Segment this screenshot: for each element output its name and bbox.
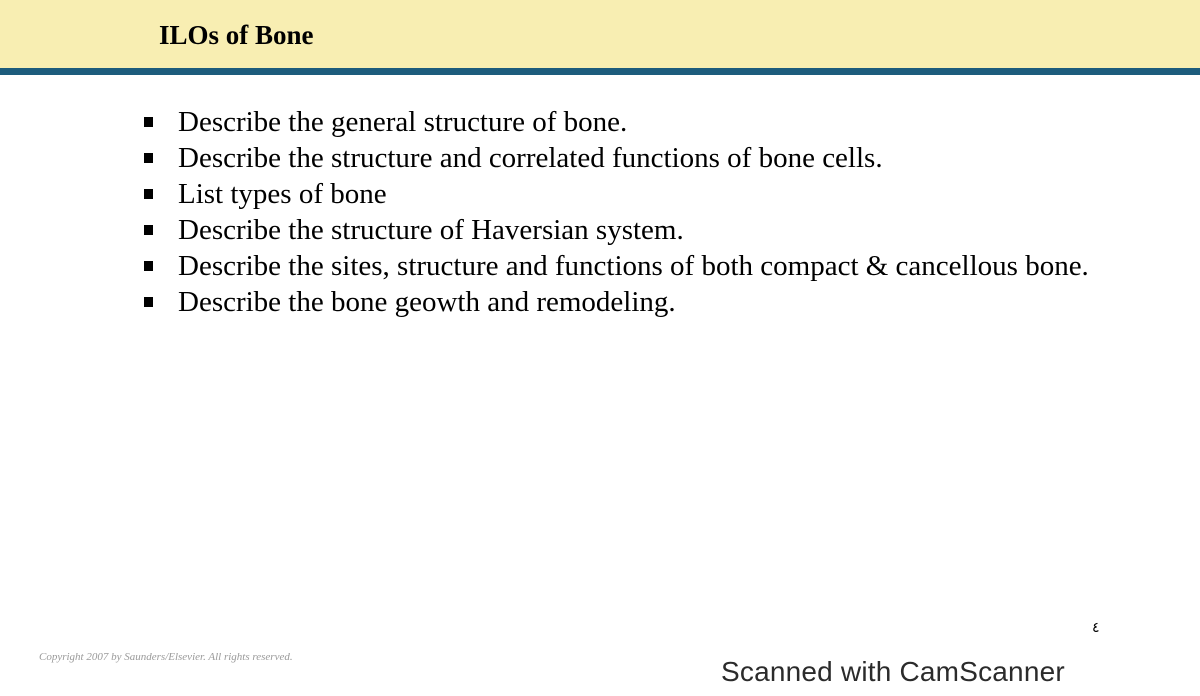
objective-text: Describe the general structure of bone. bbox=[178, 106, 628, 138]
square-bullet-icon bbox=[144, 297, 153, 307]
scanner-watermark: Scanned with CamScanner bbox=[721, 656, 1065, 687]
list-item bbox=[141, 248, 1089, 284]
page-number: ٤ bbox=[1092, 620, 1100, 636]
objective-text: Describe the bone geowth and remodeling. bbox=[178, 286, 676, 318]
copyright-notice: Copyright 2007 by Saunders/Elsevier. All rights reserved. bbox=[39, 651, 293, 663]
square-bullet-icon bbox=[144, 225, 153, 235]
objective-text: List types of bone bbox=[178, 178, 387, 210]
title-divider bbox=[0, 68, 1200, 75]
objective-text: Describe the sites, structure and functions of both compact & cancellous bone. bbox=[178, 250, 1089, 282]
list-item bbox=[141, 104, 1089, 140]
title-bar bbox=[0, 0, 1200, 68]
list-item bbox=[141, 140, 1089, 176]
square-bullet-icon bbox=[144, 189, 153, 199]
slide-title: ILOs of Bone bbox=[159, 20, 314, 50]
square-bullet-icon bbox=[144, 261, 153, 271]
list-item bbox=[141, 284, 1089, 320]
objective-text: Describe the structure and correlated functions of bone cells. bbox=[178, 142, 883, 174]
objectives-list bbox=[141, 104, 1089, 320]
list-item bbox=[141, 212, 1089, 248]
objective-text: Describe the structure of Haversian system. bbox=[178, 214, 684, 246]
square-bullet-icon bbox=[144, 153, 153, 163]
square-bullet-icon bbox=[144, 117, 153, 127]
list-item bbox=[141, 176, 1089, 212]
